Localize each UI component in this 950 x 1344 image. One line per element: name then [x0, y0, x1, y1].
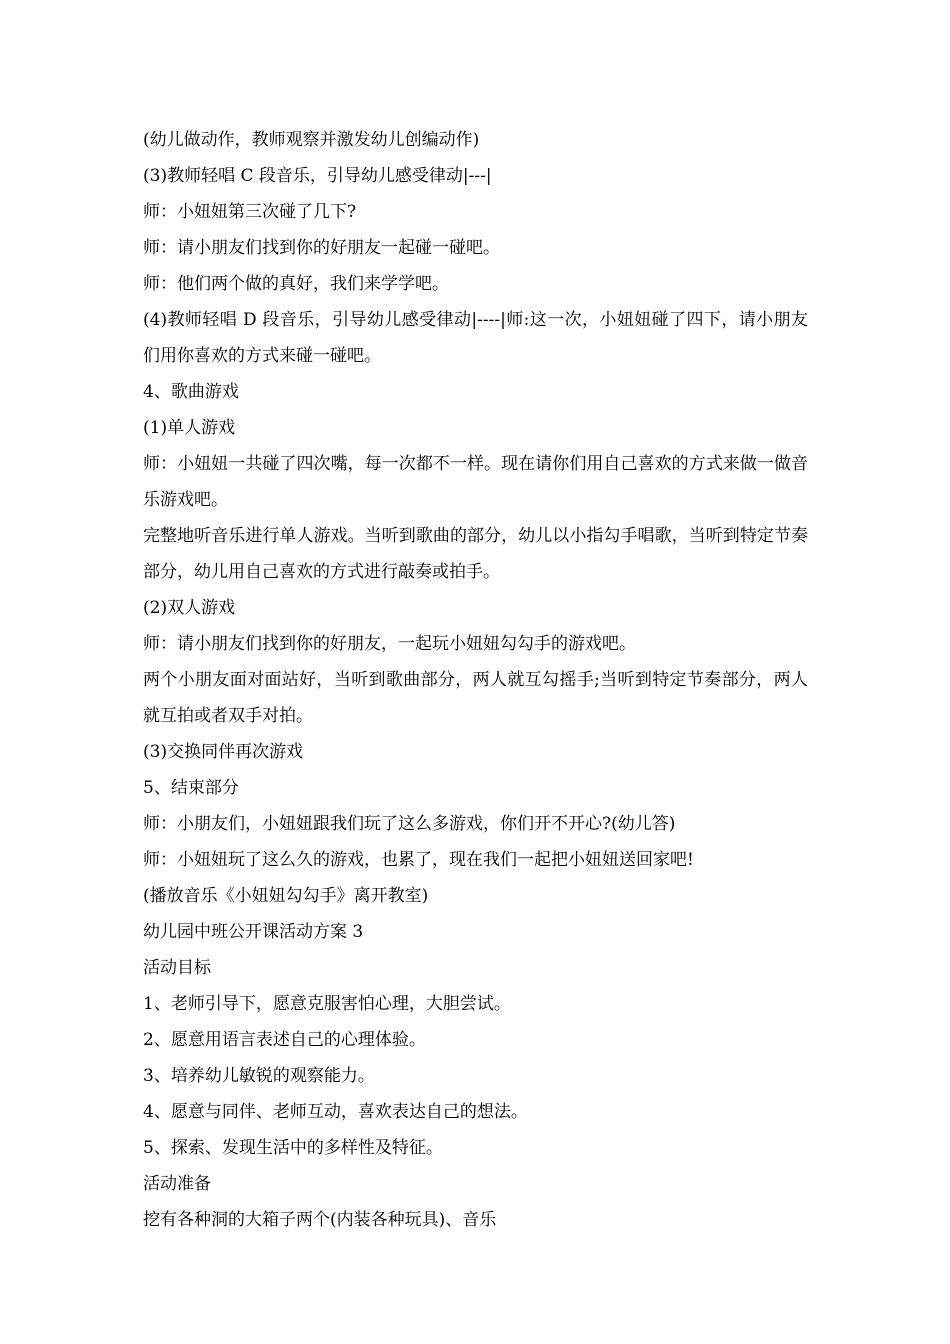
document-title: 幼儿园中班公开课活动方案 3	[143, 922, 364, 942]
paragraph: 师：小妞妞第三次碰了几下?	[143, 202, 357, 222]
paragraph: 完整地听音乐进行单人游戏。当听到歌曲的部分，幼儿以小指勾手唱歌，当听到特定节奏部分，幼儿用自己喜欢的方式进行敲奏或拍手。	[143, 526, 808, 582]
paragraph: 两个小朋友面对面站好，当听到歌曲部分，两人就互勾摇手;当听到特定节奏部分，两人就互拍或者双手对拍。	[143, 670, 808, 726]
list-item: 3、培养幼儿敏锐的观察能力。	[143, 1066, 375, 1086]
subsection-heading: (1)单人游戏	[143, 418, 236, 438]
paragraph: 师：请小朋友们找到你的好朋友一起碰一碰吧。	[143, 238, 500, 258]
paragraph: (播放音乐《小妞妞勾勾手》离开教室)	[143, 886, 429, 906]
paragraph: 师：他们两个做的真好，我们来学学吧。	[143, 274, 449, 294]
paragraph: (4)教师轻唱 D 段音乐，引导幼儿感受律动|----|师:这一次，小妞妞碰了四下，请小朋友们用你喜欢的方式来碰一碰吧。	[143, 310, 808, 366]
paragraph: 挖有各种洞的大箱子两个(内装各种玩具)、音乐	[143, 1210, 497, 1230]
subsection-heading: (3)交换同伴再次游戏	[143, 742, 304, 762]
list-item: 2、愿意用语言表述自己的心理体验。	[143, 1030, 426, 1050]
document-body	[143, 122, 808, 1238]
paragraph: 师：小妞妞玩了这么久的游戏，也累了，现在我们一起把小妞妞送回家吧!	[143, 850, 694, 870]
paragraph: 师：小朋友们，小妞妞跟我们玩了这么多游戏，你们开不开心?(幼儿答)	[143, 814, 676, 834]
list-item: 1、老师引导下，愿意克服害怕心理，大胆尝试。	[143, 994, 511, 1014]
section-heading: 活动准备	[143, 1174, 211, 1194]
section-heading: 5、结束部分	[143, 778, 239, 798]
list-item: 5、探索、发现生活中的多样性及特征。	[143, 1138, 443, 1158]
subsection-heading: (2)双人游戏	[143, 598, 236, 618]
paragraph: (3)教师轻唱 C 段音乐，引导幼儿感受律动|---|	[143, 166, 492, 186]
section-heading: 4、歌曲游戏	[143, 382, 239, 402]
section-heading: 活动目标	[143, 958, 211, 978]
paragraph: 师：小妞妞一共碰了四次嘴，每一次都不一样。现在请你们用自己喜欢的方式来做一做音乐游戏吧。	[143, 454, 808, 510]
list-item: 4、愿意与同伴、老师互动，喜欢表达自己的想法。	[143, 1102, 528, 1122]
paragraph: (幼儿做动作，教师观察并激发幼儿创编动作)	[143, 130, 480, 150]
paragraph: 师：请小朋友们找到你的好朋友，一起玩小妞妞勾勾手的游戏吧。	[143, 634, 636, 654]
